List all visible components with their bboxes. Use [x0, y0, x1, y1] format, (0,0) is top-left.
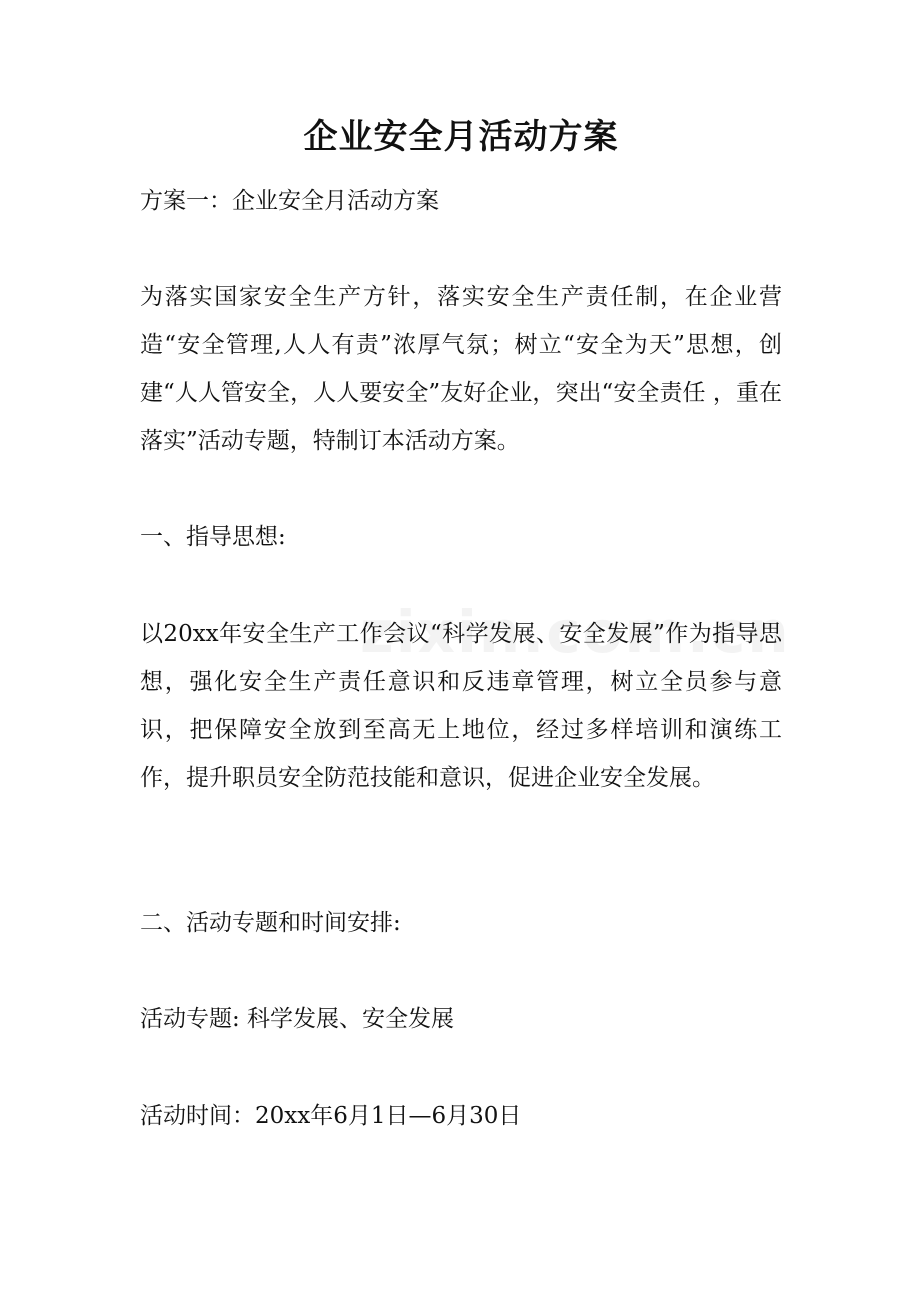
guiding-ideology-paragraph: 以20xx年安全生产工作会议“科学发展、安全发展”作为指导思想，强化安全生产责任意识和反违章管理，树立全员参与意识，把保障安全放到至高无上地位，经过多样培训和演练工作，提升职员安全防范技能和意识，促进企业安全发展。 [140, 621, 782, 791]
document-page [140, 0, 782, 1302]
activity-time-line: 活动时间：20xx年6月1日—6月30日 [140, 1103, 522, 1129]
document-title: 企业安全月活动方案 [303, 117, 619, 157]
section-heading-guiding-ideology: 一、指导思想: [140, 524, 286, 550]
intro-paragraph: 为落实国家安全生产方针，落实安全生产责任制，在企业营造“安全管理,人人有责”浓厚气氛；树立“安全为天”思想，创建“人人管安全，人人要安全”友好企业，突出“安全责任 ，重在落实”活动专题，特制订本活动方案。 [140, 284, 782, 454]
plan-subtitle: 方案一：企业安全月活动方案 [140, 188, 439, 214]
section-heading-theme-and-schedule: 二、活动专题和时间安排: [140, 910, 401, 936]
activity-theme-line: 活动专题: 科学发展、安全发展 [140, 1006, 455, 1032]
